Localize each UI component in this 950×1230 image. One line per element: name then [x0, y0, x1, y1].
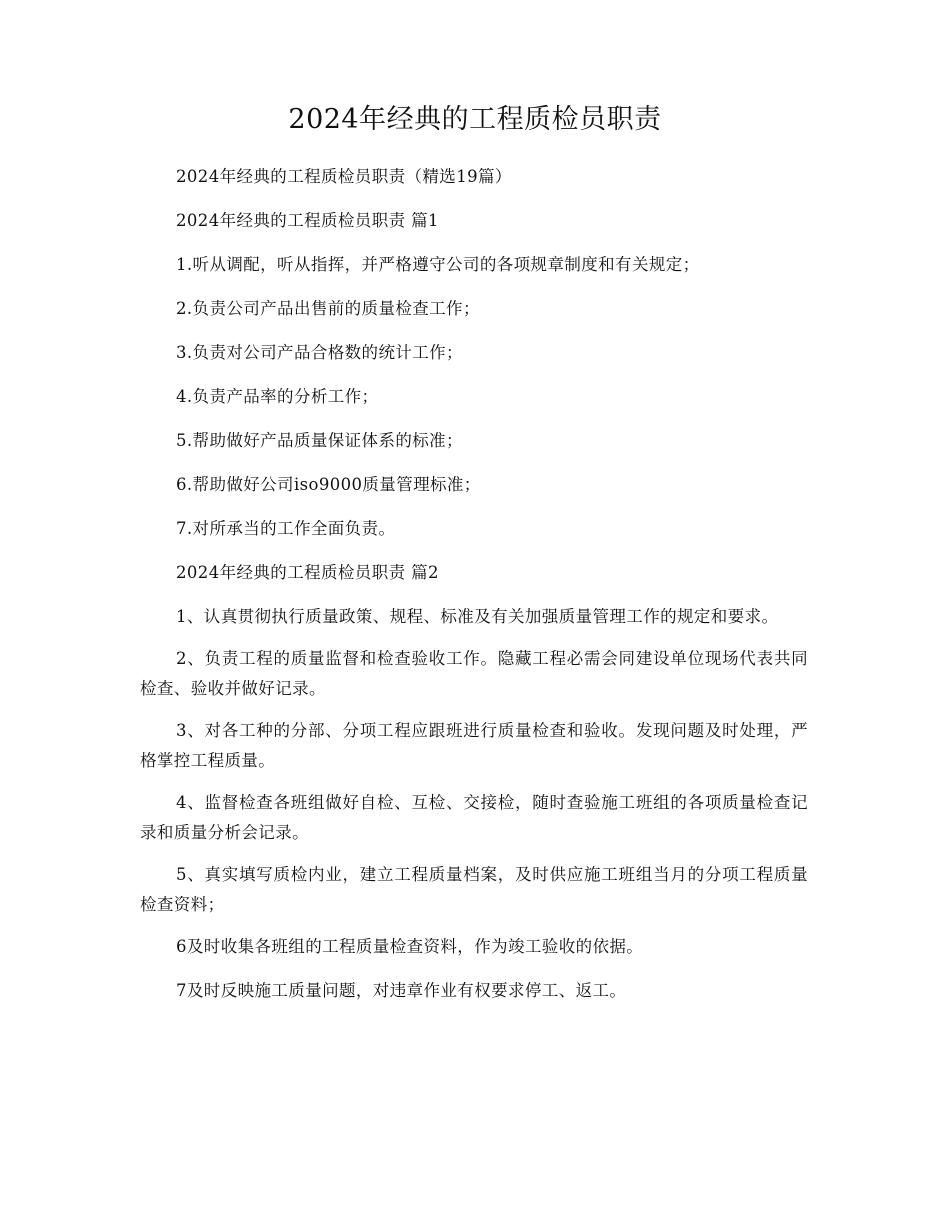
paragraph: 7.对所承当的工作全面负责。 — [176, 519, 396, 538]
paragraph: 7及时反映施工质量问题，对违章作业有权要求停工、返工。 — [176, 981, 627, 1000]
paragraph: 5、真实填写质检内业，建立工程质量档案，及时供应施工班组当月的分项工程质量检查资料； — [140, 865, 808, 914]
paragraph: 3、对各工种的分部、分项工程应跟班进行质量检查和验收。发现问题及时处理，严格掌控工程质量。 — [140, 721, 808, 770]
paragraph-subtitle: 2024年经典的工程质检员职责（精选19篇） — [176, 167, 512, 186]
paragraph: 4.负责产品率的分析工作； — [176, 387, 379, 406]
paragraph: 6及时收集各班组的工程质量检查资料，作为竣工验收的依据。 — [176, 937, 644, 956]
paragraph: 1.听从调配，听从指挥，并严格遵守公司的各项规章制度和有关规定； — [176, 255, 700, 274]
paragraph: 2.负责公司产品出售前的质量检查工作； — [176, 299, 480, 318]
paragraph: 5.帮助做好产品质量保证体系的标准； — [176, 431, 463, 450]
section-heading-2: 2024年经典的工程质检员职责 篇2 — [176, 563, 439, 582]
paragraph: 1、认真贯彻执行质量政策、规程、标准及有关加强质量管理工作的规定和要求。 — [176, 607, 779, 626]
paragraph: 2、负责工程的质量监督和检查验收工作。隐藏工程必需会同建设单位现场代表共同检查、验收并做好记录。 — [140, 649, 808, 698]
document-body — [140, 162, 808, 1020]
paragraph: 3.负责对公司产品合格数的统计工作； — [176, 343, 463, 362]
paragraph: 4、监督检查各班组做好自检、互检、交接检，随时查验施工班组的各项质量检查记录和质量分析会记录。 — [140, 793, 808, 842]
document-title: 2024年经典的工程质检员职责 — [288, 104, 662, 135]
section-heading-1: 2024年经典的工程质检员职责 篇1 — [176, 211, 439, 230]
paragraph: 6.帮助做好公司iso9000质量管理标准； — [176, 475, 481, 494]
